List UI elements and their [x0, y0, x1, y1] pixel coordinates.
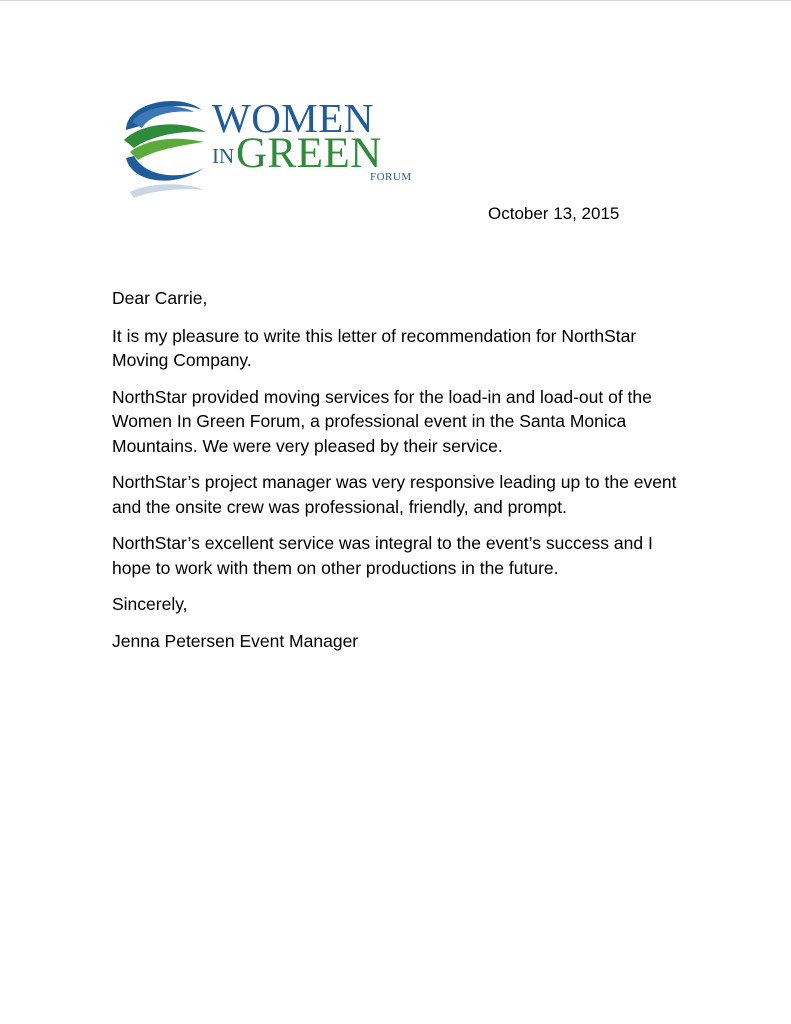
logo-text-women: WOMEN: [212, 95, 374, 141]
letter-date: October 13, 2015: [488, 204, 620, 223]
letter-signature: Jenna Petersen Event Manager: [112, 630, 359, 651]
letter-paragraph-2: NorthStar provided moving services for the load-in and load-out of the Women In Green Forum, a professional event in the Santa Monica Mountains. We were very pleased by their service.: [112, 386, 652, 456]
logo-text-in: IN: [212, 144, 235, 168]
letter-paragraph-4: NorthStar’s excellent service was integral to the event’s success and I hope to work with them on other productions in the future.: [112, 533, 653, 578]
letter-paragraph-1: It is my pleasure to write this letter of recommendation for NorthStar Moving Company.: [112, 325, 637, 370]
letter-closing: Sincerely,: [112, 594, 188, 614]
letter-paragraph-3: NorthStar’s project manager was very responsive leading up to the event and the onsite crew was professional, friendly, and prompt.: [112, 472, 677, 517]
leaf-globe-icon: [120, 92, 210, 204]
letter-body: [112, 286, 682, 665]
page-top-border: [0, 0, 791, 1]
letter-greeting: Dear Carrie,: [112, 288, 208, 308]
women-in-green-forum-logo: [120, 92, 410, 204]
logo-text-forum: FORUM: [370, 171, 412, 183]
logo-text-green: GREEN: [236, 130, 382, 177]
